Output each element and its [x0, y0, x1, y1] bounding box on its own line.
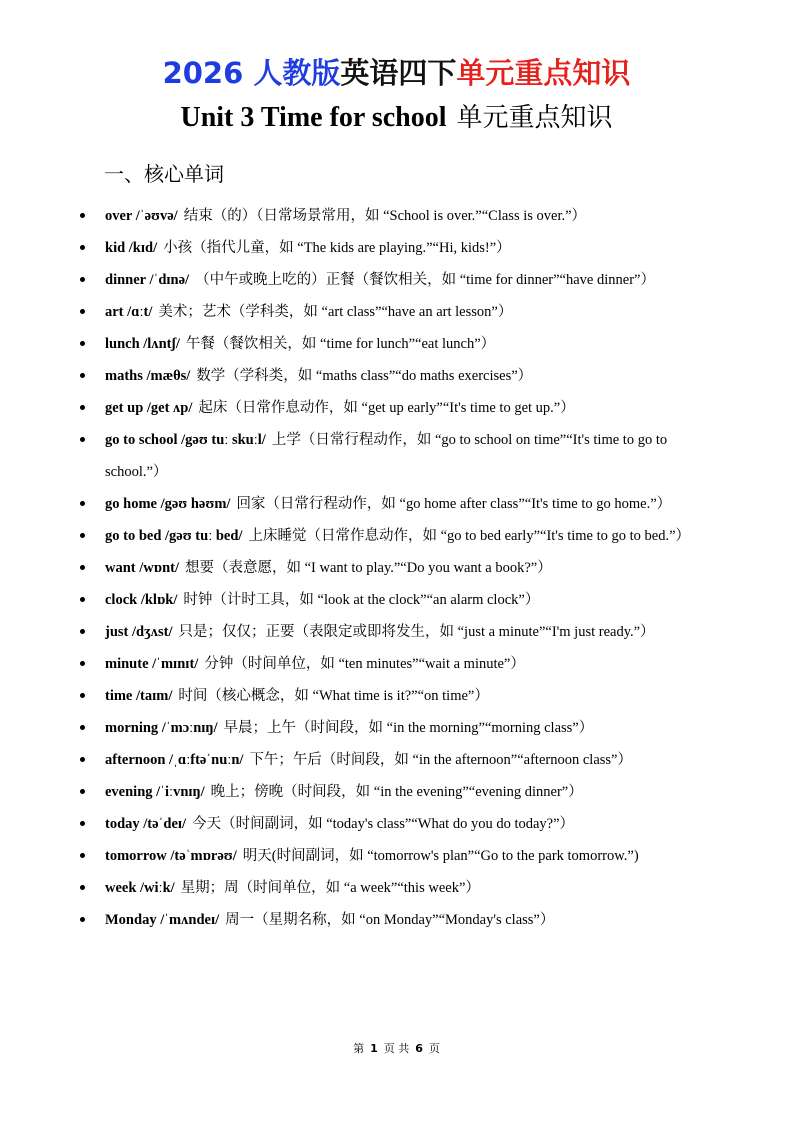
vocab-description: 晚上；傍晚（时间段，如 “in the evening”“evening dinner”）	[210, 784, 583, 800]
vocab-description: 明天(时间副词，如 “tomorrow's plan”“Go to the park tomorrow.”)	[242, 848, 639, 864]
vocab-entry: art /ɑːt/	[105, 304, 153, 320]
vocab-entry: evening /ˈiːvnɪŋ/	[105, 784, 205, 800]
vocab-description: 时钟（计时工具，如 “look at the clock”“an alarm clock”）	[183, 592, 540, 608]
vocab-entry: tomorrow /təˈmɒrəʊ/	[105, 848, 237, 864]
vocab-description: 早晨；上午（时间段，如 “in the morning”“morning class”）	[223, 720, 594, 736]
vocab-item	[80, 392, 700, 424]
vocab-description: 想要（表意愿，如 “I want to play.”“Do you want a book?”）	[185, 560, 552, 576]
vocab-item	[80, 584, 700, 616]
bullet-icon	[80, 565, 85, 570]
vocab-entry: just /dʒʌst/	[105, 624, 173, 640]
vocab-description: 周一（星期名称，如 “on Monday”“Monday's class”）	[225, 912, 555, 928]
vocab-description: 美术；艺术（学科类，如 “art class”“have an art lesson”）	[158, 304, 513, 320]
vocab-entry: dinner /ˈdɪnə/	[105, 272, 190, 288]
bullet-icon	[80, 821, 85, 826]
bullet-icon	[80, 309, 85, 314]
bullet-icon	[80, 373, 85, 378]
bullet-icon	[80, 277, 85, 282]
vocab-description: 结束（的）（日常场景常用，如 “School is over.”“Class is over.”）	[183, 208, 587, 224]
bullet-icon	[80, 597, 85, 602]
vocab-entry: time /taɪm/	[105, 688, 173, 704]
bullet-icon	[80, 245, 85, 250]
unit-title-english: Unit 3 Time for school	[180, 102, 447, 133]
vocab-entry: Monday /ˈmʌndeɪ/	[105, 912, 220, 928]
vocab-entry: week /wiːk/	[105, 880, 175, 896]
vocab-description: 星期；周（时间单位，如 “a week”“this week”）	[180, 880, 480, 896]
vocab-description: 今天（时间副词，如 “today's class”“What do you do today?”）	[192, 816, 575, 832]
footer-middle: 页 共	[383, 1042, 410, 1055]
vocab-description: 上学（日常行程动作，如 “go to school on time”“It's time to go to school.”）	[105, 432, 668, 480]
vocab-item	[80, 840, 700, 872]
bullet-icon	[80, 757, 85, 762]
vocab-entry: go to school /gəʊ tuː skuːl/	[105, 432, 266, 448]
vocab-item	[80, 776, 700, 808]
vocab-item	[80, 296, 700, 328]
vocab-entry: get up /get ʌp/	[105, 400, 193, 416]
vocab-description: 起床（日常作息动作，如 “get up early”“It's time to get up.”）	[198, 400, 575, 416]
vocab-item	[80, 488, 700, 520]
bullet-icon	[80, 885, 85, 890]
unit-title-chinese: 单元重点知识	[456, 103, 613, 133]
vocab-entry: kid /kɪd/	[105, 240, 158, 256]
vocab-entry: today /təˈdeɪ/	[105, 816, 187, 832]
vocab-description: 只是；仅仅；正要（表限定或即将发生，如 “just a minute”“I'm just ready.”）	[178, 624, 655, 640]
bullet-icon	[80, 437, 85, 442]
bullet-icon	[80, 853, 85, 858]
footer-total-pages: 6	[415, 1042, 423, 1055]
bullet-icon	[80, 341, 85, 346]
vocab-item	[80, 808, 700, 840]
vocab-item	[80, 520, 700, 552]
vocab-entry: afternoon /ˌɑːftəˈnuːn/	[105, 752, 244, 768]
vocab-item	[80, 744, 700, 776]
vocab-description: 上床睡觉（日常作息动作，如 “go to bed early”“It's time to go to bed.”）	[248, 528, 691, 544]
vocab-item	[80, 904, 700, 936]
bullet-icon	[80, 501, 85, 506]
bullet-icon	[80, 917, 85, 922]
vocab-description: 分钟（时间单位，如 “ten minutes”“wait a minute”）	[204, 656, 525, 672]
vocab-item	[80, 424, 700, 488]
bullet-icon	[80, 661, 85, 666]
bullet-icon	[80, 693, 85, 698]
footer-page-number: 1	[370, 1042, 378, 1055]
unit-title	[0, 98, 793, 138]
vocab-item	[80, 712, 700, 744]
vocab-description: 时间（核心概念，如 “What time is it?”“on time”）	[178, 688, 489, 704]
bullet-icon	[80, 213, 85, 218]
vocab-item	[80, 264, 700, 296]
bullet-icon	[80, 789, 85, 794]
vocab-entry: over /ˈəʊvə/	[105, 208, 178, 224]
banner-part-blue: 2026 人教版	[162, 56, 341, 90]
banner-part-black: 英语四下	[340, 56, 457, 90]
vocab-item	[80, 872, 700, 904]
bullet-icon	[80, 405, 85, 410]
vocab-entry: maths /mæθs/	[105, 368, 191, 384]
bullet-icon	[80, 725, 85, 730]
vocab-entry: minute /ˈmɪnɪt/	[105, 656, 199, 672]
page-footer	[0, 1041, 793, 1057]
vocab-entry: want /wɒnt/	[105, 560, 179, 576]
section-heading: 一、核心单词	[104, 162, 224, 186]
bullet-icon	[80, 533, 85, 538]
vocab-item	[80, 648, 700, 680]
vocab-item	[80, 232, 700, 264]
document-banner	[0, 53, 793, 93]
vocab-item	[80, 328, 700, 360]
banner-part-red: 单元重点知识	[456, 56, 631, 90]
vocab-description: 数学（学科类，如 “maths class”“do maths exercises”）	[196, 368, 533, 384]
vocab-item	[80, 616, 700, 648]
bullet-icon	[80, 629, 85, 634]
footer-suffix: 页	[428, 1042, 440, 1055]
vocab-list	[80, 200, 700, 936]
vocab-entry: morning /ˈmɔːnɪŋ/	[105, 720, 218, 736]
vocab-entry: lunch /lʌntʃ/	[105, 336, 180, 352]
vocab-item	[80, 360, 700, 392]
vocab-description: 下午；午后（时间段，如 “in the afternoon”“afternoon class”）	[249, 752, 632, 768]
vocab-item	[80, 200, 700, 232]
vocab-entry: go to bed /gəʊ tuː bed/	[105, 528, 243, 544]
vocab-entry: go home /gəʊ həʊm/	[105, 496, 231, 512]
vocab-description: 午餐（餐饮相关，如 “time for lunch”“eat lunch”）	[185, 336, 496, 352]
vocab-description: 回家（日常行程动作，如 “go home after class”“It's time to go home.”）	[236, 496, 672, 512]
vocab-item	[80, 552, 700, 584]
footer-prefix: 第	[353, 1042, 365, 1055]
vocab-entry: clock /klɒk/	[105, 592, 178, 608]
vocab-description: 小孩（指代儿童，如 “The kids are playing.”“Hi, kids!”）	[163, 240, 511, 256]
vocab-description: （中午或晚上吃的）正餐（餐饮相关，如 “time for dinner”“have dinner”）	[195, 272, 655, 288]
vocab-item	[80, 680, 700, 712]
